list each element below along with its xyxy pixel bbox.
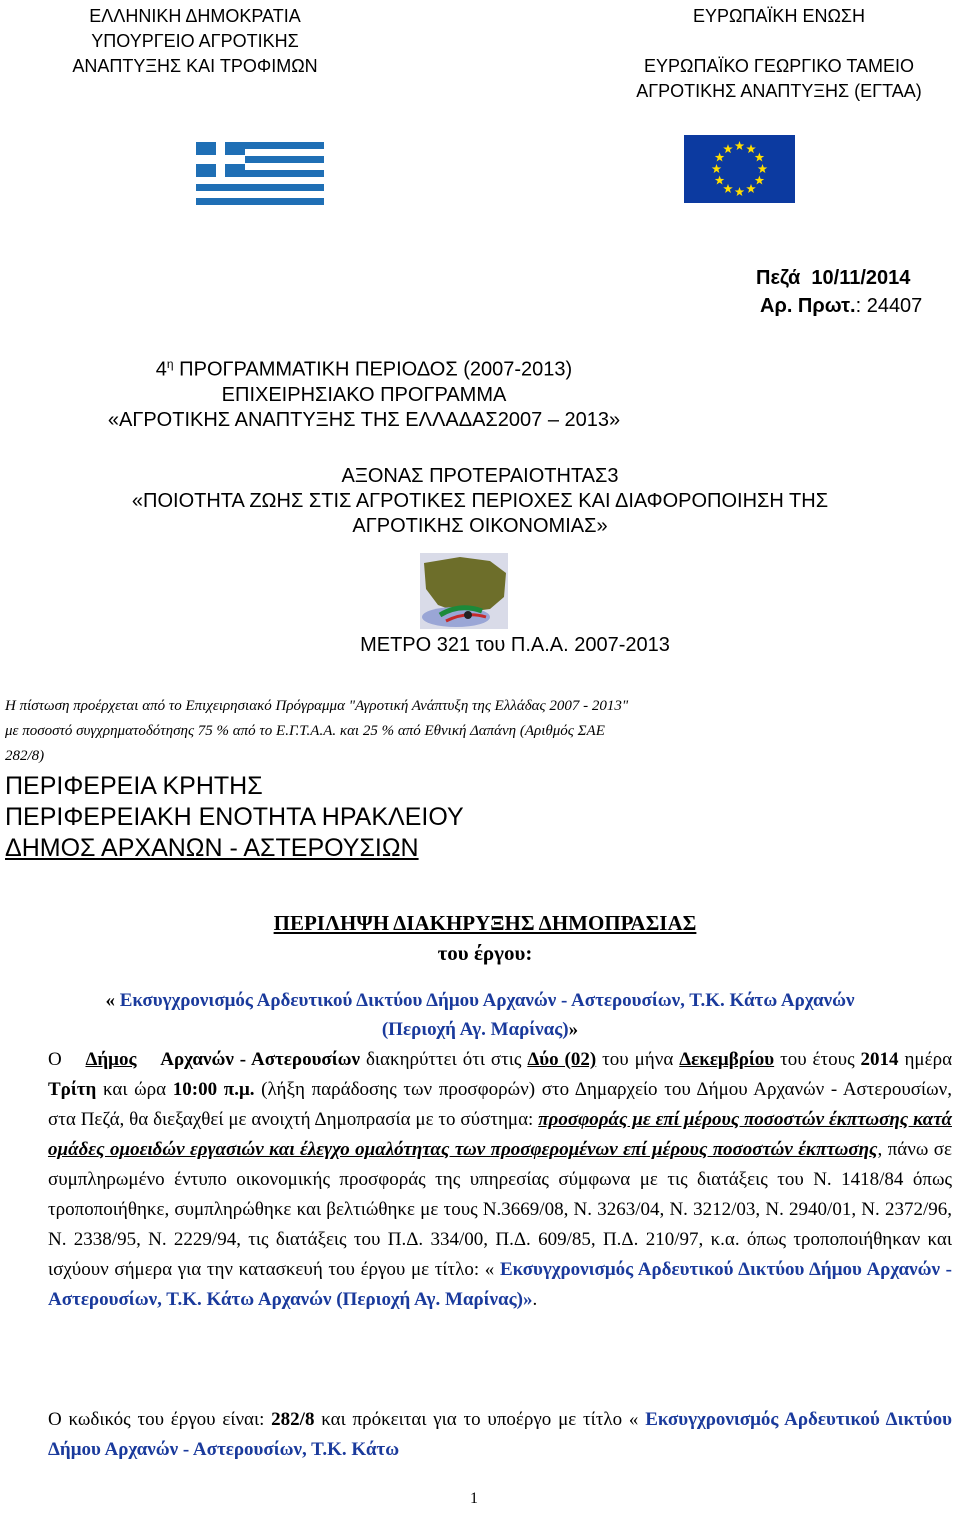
- program-line-1: $4^\eta$ ΠΡΟΓΡΑΜΜΑΤΙΚΗ ΠΕΡΙΟΔΟΣ (2007-2013): [155, 357, 573, 381]
- header-right-line: ΑΓΡΟΤΙΚΗΣ ΑΝΑΠΤΥΞΗΣ (ΕΓΤΑΑ): [636, 81, 922, 101]
- eu-star-icon: [746, 144, 756, 153]
- program-line-2: ΕΠΙΧΕΙΡΗΣΙΑΚΟ ΠΡΟΓΡΑΜΜΑ: [221, 383, 507, 406]
- header-right-line: ΕΥΡΩΠΑΪΚΟ ΓΕΩΡΓΙΚΟ ΤΑΜΕΙΟ: [643, 56, 915, 76]
- axis-title: [0, 464, 960, 539]
- protocol-number: : 24407: [855, 295, 923, 317]
- summary-title: [0, 908, 960, 968]
- funding-note-line: 282/8): [5, 748, 45, 764]
- axis-line-2: «ΠΟΙΟΤΗΤΑ ΖΩΗΣ ΣΤΙΣ ΑΓΡΟΤΙΚΕΣ ΠΕΡΙΟΧΕΣ ΚΑΙ ΔΙΑΦΟΡΟΠΟΙΗΣΗ ΤΗΣ: [131, 490, 829, 512]
- page-number: 1: [470, 1490, 478, 1507]
- date-line: Πεζά 10/11/2014: [756, 267, 911, 289]
- region-line: ΠΕΡΙΦΕΡΕΙΑ ΚΡΗΤΗΣ: [5, 772, 263, 800]
- eu-star-icon: [715, 153, 725, 162]
- eu-header: [600, 4, 958, 104]
- eu-star-icon: [715, 176, 725, 185]
- funding-note-line: Η πίστωση προέρχεται από το Επιχειρησιακό Πρόγραμμα "Αγροτική Ανάπτυξη της Ελλάδας 2007 - 2013": [5, 698, 629, 714]
- eu-star-icon: [735, 187, 745, 196]
- municipality-line: ΔΗΜΟΣ ΑΡΧΑΝΩΝ - ΑΣΤΕΡΟΥΣΙΩΝ: [5, 834, 419, 862]
- protocol-label: Αρ. Πρωτ.: [760, 295, 856, 317]
- funding-note: [5, 694, 955, 769]
- program-line-3: «ΑΓΡΟΤΙΚΗΣ ΑΝΑΠΤΥΞΗΣ ΤΗΣ ΕΛΛΑΔΑΣ2007 – 2013»: [107, 408, 621, 431]
- eu-star-icon: [758, 164, 768, 173]
- header-left-line: ΕΛΛΗΝΙΚΗ ΔΗΜΟΚΡΑΤΙΑ: [89, 6, 301, 26]
- eu-star-icon: [723, 184, 733, 193]
- announcement-paragraph: Ο Δήμος Αρχανών - Αστερουσίων διακηρύττει ότι στις Δύο (02) του μήνα Δεκεμβρίου του έτους 2014 ημέρα Τρίτη και ώρα 10:00 π.μ. (λήξη παράδοσης των προσφορών) στο Δημαρχείο του Δήμου Αρχανών - Αστερουσίων, στα Πεζά, θα διεξαχθεί με ανοιχτή Δημοπρασία με το σύστημα: προσφοράς με επί μέρους ποσοστών έκπτωσης κατά ομάδες ομοειδών εργασιών και έλεγχο ομαλότητας των προσφερομένων επί μέρους ποσοστών έκπτωσης, πάνω σε συμπληρωμένο έντυπο οικονομικής προσφοράς της υπηρεσίας σύμφωνα με τις διατάξεις του Ν. 1418/84 όπως τροποποιήθηκε, συμπληρώθηκε και βελτιώθηκε με τους Ν.3669/08, Ν. 3263/04, Ν. 3212/03, Ν. 2940/01, Ν. 2372/96, Ν. 2338/95, Ν. 2229/94, τις διατάξεις του Π.Δ. 334/00, Π.Δ. 609/85, Π.Δ. 210/97, κ.α. όπως τροποποιήθηκαν και ισχύουν σήμερα για την κατασκευή του έργου με τίτλο: « Εκσυγχρονισμός Αρδευτικού Δικτύου Δήμου Αρχανών - Αστερουσίων, Τ.Κ. Κάτω Αρχανών (Περιοχή Αγ. Μαρίνας)».: [48, 1049, 953, 1310]
- eu-stars-icon: [684, 135, 795, 203]
- header-left-line: ΑΝΑΠΤΥΞΗΣ ΚΑΙ ΤΡΟΦΙΜΩΝ: [72, 56, 318, 76]
- eu-star-icon: [755, 176, 765, 185]
- header-left-line: ΥΠΟΥΡΓΕΙΟ ΑΓΡΟΤΙΚΗΣ: [91, 31, 299, 51]
- project-code-paragraph: Ο κωδικός του έργου είναι: 282/8 και πρόκειται για το υποέργο με τίτλο « Εκσυγχρονισμός Αρδευτικού Δικτύου Δήμου Αρχανών - Αστερουσίων, Τ.Κ. Κάτω: [48, 1409, 952, 1460]
- summary-subtitle: του έργου:: [437, 941, 533, 965]
- eu-star-icon: [746, 184, 756, 193]
- measure-title: ΜΕΤΡΟ 321 του Π.Α.Α. 2007-2013: [360, 634, 670, 656]
- project-title-line: (Περιοχή Αγ. Μαρίνας)»: [381, 1019, 579, 1040]
- region-block: [5, 771, 464, 864]
- region-line: ΠΕΡΙΦΕΡΕΙΑΚΗ ΕΝΟΤΗΤΑ ΗΡΑΚΛΕΙΟΥ: [5, 803, 464, 831]
- eu-flag-icon: [684, 135, 795, 203]
- eu-star-icon: [723, 144, 733, 153]
- program-logo-icon: [420, 553, 508, 629]
- ministry-header: [40, 4, 350, 79]
- header-right-line: ΕΥΡΩΠΑΪΚΗ ΕΝΩΣΗ: [692, 6, 866, 26]
- summary-heading: ΠΕΡΙΛΗΨΗ ΔΙΑΚΗΡΥΞΗΣ ΔΗΜΟΠΡΑΣΙΑΣ: [273, 911, 697, 935]
- project-title-line: « Εκσυγχρονισμός Αρδευτικού Δικτύου Δήμου Αρχανών - Αστερουσίων, Τ.Κ. Κάτω Αρχανών: [105, 990, 855, 1011]
- protocol-line: [760, 295, 922, 318]
- project-title: [0, 986, 960, 1044]
- eu-star-icon: [755, 153, 765, 162]
- greek-flag-icon: [196, 142, 324, 205]
- axis-line-1: ΑΞΟΝΑΣ ΠΡΟΤΕΡΑΙΟΤΗΤΑΣ3: [341, 465, 619, 487]
- eu-star-icon: [712, 164, 722, 173]
- eu-star-icon: [735, 141, 745, 150]
- program-title: [0, 352, 844, 433]
- axis-line-3: ΑΓΡΟΤΙΚΗΣ ΟΙΚΟΝΟΜΙΑΣ»: [352, 515, 608, 537]
- funding-note-line: με ποσοστό συγχρηματοδότησης 75 % από το Ε.Γ.Τ.Α.Α. και 25 % από Εθνική Δαπάνη (Αριθμός ΣΑΕ: [5, 723, 605, 739]
